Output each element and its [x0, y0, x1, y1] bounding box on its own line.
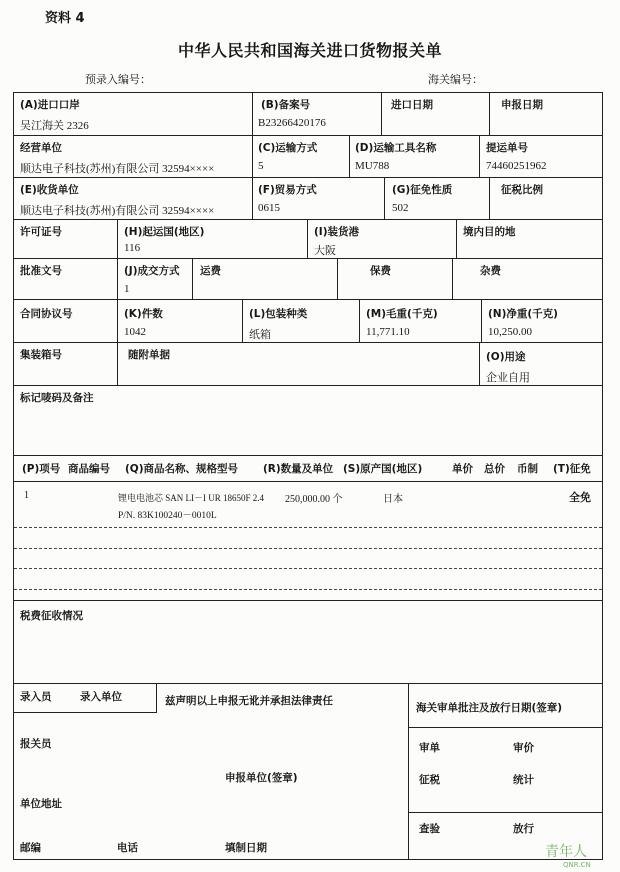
attached-documents-cell	[118, 343, 480, 385]
freight-label: 运费	[200, 265, 221, 277]
release-label: 放行	[513, 823, 534, 835]
bill-number-cell	[480, 136, 602, 177]
marks-remarks-label: 标记唛码及备注	[20, 392, 94, 404]
tax-collection-label: 税费征收情况	[20, 610, 83, 622]
gross-weight-label: (M)毛重(千克)	[366, 308, 438, 320]
usage-cell	[480, 343, 602, 385]
goods-item-number: 1	[24, 490, 29, 501]
import-port-cell	[14, 93, 253, 135]
insurance-label: 保费	[370, 265, 391, 277]
packages-label: (K)件数	[124, 308, 163, 320]
trade-mode-value: 0615	[258, 202, 280, 214]
tax-ratio-label: 征税比例	[501, 184, 543, 196]
usage-label: (O)用途	[486, 351, 526, 363]
form-row-consignee	[14, 178, 602, 220]
postcode-label: 邮编	[20, 842, 41, 854]
goods-item-spec: P/N. 83K100240－0010L	[118, 511, 217, 521]
exemption-nature-cell	[385, 178, 490, 219]
transport-mode-value: 5	[258, 160, 264, 172]
tax-collection-row	[14, 601, 602, 684]
statistics-label: 统计	[513, 774, 534, 786]
attached-documents-label: 随附单据	[128, 349, 170, 361]
bill-number-label: 提运单号	[486, 142, 528, 154]
package-type-cell	[243, 300, 360, 342]
customs-review-panel	[408, 684, 602, 859]
contract-number-label: 合同协议号	[20, 308, 73, 320]
contract-number-cell	[14, 300, 118, 342]
vehicle-name-label: (D)运输工具名称	[355, 142, 437, 154]
pre-entry-number-label: 预录入编号：	[85, 73, 151, 86]
operator-value: 顺达电子科技(苏州)有限公司 32594××××	[20, 163, 215, 175]
goods-col-item-no: (P)项号	[22, 463, 61, 475]
declare-date-cell	[490, 93, 602, 135]
record-number-value: B23266420176	[258, 117, 326, 129]
review-divider	[409, 727, 602, 728]
loading-port-value: 大阪	[314, 245, 336, 257]
deal-mode-value: 1	[124, 283, 130, 295]
goods-col-exemption: (T)征免	[553, 463, 591, 475]
review-label: 审单	[419, 742, 440, 754]
goods-item-exemption: 全免	[569, 491, 591, 504]
goods-header-row	[14, 456, 602, 482]
goods-col-name-spec: (Q)商品名称、规格型号	[125, 463, 239, 475]
net-weight-value: 10,250.00	[488, 326, 532, 338]
tax-collection-cell	[14, 601, 602, 683]
net-weight-label: (N)净重(千克)	[488, 308, 558, 320]
watermark-logo-text: 青年人	[545, 844, 587, 860]
goods-item-origin: 日本	[383, 494, 403, 505]
dashed-rule	[14, 589, 602, 590]
approval-number-label: 批准文号	[20, 265, 62, 277]
goods-col-hs-code: 商品编号	[68, 463, 110, 475]
entry-unit-label: 录入单位	[80, 691, 122, 703]
gross-weight-cell	[360, 300, 482, 342]
loading-port-cell	[308, 220, 457, 258]
goods-col-total-price: 总价	[484, 463, 505, 475]
tax-ratio-cell	[490, 178, 602, 219]
form-row-license	[14, 220, 602, 259]
declaration-statement: 兹声明以上申报无讹并承担法律责任	[165, 695, 333, 707]
valuation-label: 审价	[513, 742, 534, 754]
departure-country-label: (H)起运国(地区)	[124, 226, 205, 238]
import-date-cell	[382, 93, 490, 135]
gross-weight-value: 11,771.10	[366, 326, 410, 338]
form-row-contract	[14, 300, 602, 343]
insurance-cell	[338, 259, 453, 299]
entry-clerk-label: 录入员	[20, 691, 52, 703]
packages-cell	[118, 300, 243, 342]
record-number-cell	[253, 93, 382, 135]
package-type-value: 纸箱	[249, 329, 271, 341]
unit-address-label: 单位地址	[20, 798, 62, 810]
package-type-label: (L)包装种类	[249, 308, 308, 320]
goods-col-origin: (S)原产国(地区)	[343, 463, 423, 475]
form-row-approval	[14, 259, 602, 300]
page-title: 中华人民共和国海关进口货物报关单	[177, 41, 442, 60]
form-row-marks	[14, 386, 602, 456]
license-number-cell	[14, 220, 118, 258]
usage-value: 企业自用	[486, 372, 530, 384]
form-row-container	[14, 343, 602, 386]
declarant-label: 报关员	[20, 738, 52, 750]
domestic-destination-label: 境内目的地	[463, 226, 516, 238]
consignee-cell	[14, 178, 253, 219]
import-port-label: (A)进口口岸	[20, 99, 80, 111]
record-number-label: (B)备案号	[261, 99, 311, 111]
declaring-unit-label: 申报单位(签章)	[225, 772, 298, 784]
trade-mode-label: (F)贸易方式	[258, 184, 317, 196]
goods-item-quantity: 250,000.00 个	[285, 494, 343, 505]
phone-label: 电话	[117, 842, 138, 854]
freight-cell	[193, 259, 338, 299]
misc-fees-cell	[453, 259, 602, 299]
packages-value: 1042	[124, 326, 146, 338]
goods-item-name: 锂电电池芯 SAN LI－I UR 18650F 2.4	[118, 493, 265, 503]
consignee-label: (E)收货单位	[20, 184, 79, 196]
signature-section	[14, 684, 602, 859]
container-number-cell	[14, 343, 118, 385]
customs-number-label: 海关编号：	[428, 73, 483, 86]
goods-items-area	[14, 482, 602, 601]
review-divider	[409, 812, 602, 813]
goods-col-unit-price: 单价	[452, 463, 473, 475]
exemption-nature-value: 502	[392, 202, 409, 214]
form-row-port	[14, 93, 602, 136]
declare-date-label: 申报日期	[501, 99, 543, 111]
dashed-rule	[14, 548, 602, 549]
form-row-operator	[14, 136, 602, 178]
import-port-value: 吴江海关 2326	[20, 120, 89, 132]
dashed-rule	[14, 568, 602, 569]
import-date-label: 进口日期	[391, 99, 433, 111]
dashed-rule	[14, 527, 602, 528]
document-tag: 资料 4	[45, 11, 85, 26]
operator-cell	[14, 136, 253, 177]
watermark-domain: QNR.CN	[563, 861, 591, 869]
container-number-label: 集装箱号	[20, 349, 62, 361]
net-weight-cell	[482, 300, 602, 342]
departure-country-value: 116	[124, 242, 141, 254]
transport-mode-label: (C)运输方式	[258, 142, 318, 154]
trade-mode-cell	[253, 178, 385, 219]
departure-country-cell	[118, 220, 308, 258]
marks-remarks-cell	[14, 386, 602, 455]
approval-number-cell	[14, 259, 118, 299]
vehicle-name-cell	[350, 136, 480, 177]
deal-mode-cell	[118, 259, 193, 299]
exemption-nature-label: (G)征免性质	[392, 184, 453, 196]
declaration-form	[13, 92, 603, 860]
domestic-destination-cell	[457, 220, 602, 258]
fill-date-label: 填制日期	[225, 842, 267, 854]
operator-label: 经营单位	[20, 142, 62, 154]
misc-fees-label: 杂费	[480, 265, 501, 277]
inspection-label: 查验	[419, 823, 440, 835]
taxation-label: 征税	[419, 774, 440, 786]
consignee-value: 顺达电子科技(苏州)有限公司 32594××××	[20, 205, 215, 217]
bill-number-value: 74460251962	[486, 160, 547, 172]
transport-mode-cell	[253, 136, 350, 177]
goods-col-currency: 币制	[517, 463, 538, 475]
goods-col-quantity: (R)数量及单位	[263, 463, 334, 475]
vehicle-name-value: MU788	[355, 160, 390, 172]
deal-mode-label: (J)成交方式	[124, 265, 180, 277]
customs-review-title: 海关审单批注及放行日期(签章)	[416, 702, 563, 714]
loading-port-label: (I)装货港	[314, 226, 360, 238]
license-number-label: 许可证号	[20, 226, 62, 238]
